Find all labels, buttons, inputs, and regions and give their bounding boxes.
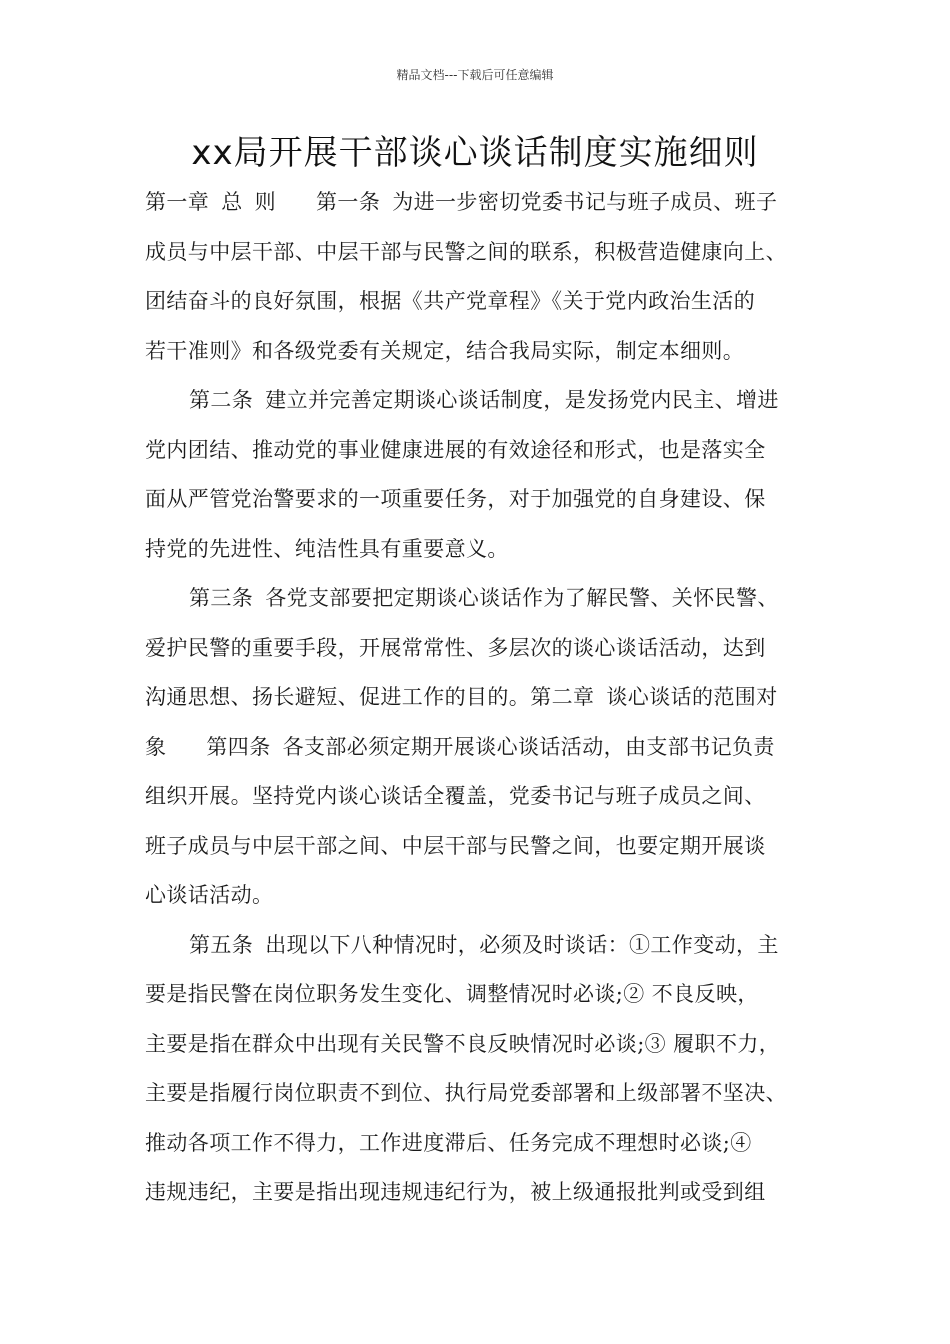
- chapter-heading-part: 总: [221, 190, 243, 214]
- document-title: xx局开展干部谈心谈话制度实施细则: [191, 133, 759, 173]
- text-line: 主要是指履行岗位职责不到位、执行局党委部署和上级部署不坚决、: [145, 1081, 787, 1105]
- chapter-heading-part: 则: [254, 190, 277, 214]
- chapter-heading-part: 象: [145, 734, 167, 759]
- chapter-heading: 第一章: [145, 190, 210, 214]
- article-label: 第一条: [316, 190, 381, 214]
- document-body: [145, 178, 825, 1218]
- text-line: 党内团结、推动党的事业健康进展的有效途径和形式，也是落实全: [145, 437, 766, 462]
- page-header: 精品文档---下载后可任意编辑: [396, 68, 554, 82]
- article-label: 第四条: [206, 734, 271, 759]
- text-line: 要是指民警在岗位职务发生变化、调整情况时必谈;② 不良反映，: [145, 982, 759, 1006]
- text-line: 若干准则》和各级党委有关规定，结合我局实际，制定本细则。: [145, 338, 745, 363]
- article-label: 第三条: [189, 586, 254, 610]
- text-line: 团结奋斗的良好氛围，根据《共产党章程》《关于党内政治生活的: [145, 289, 756, 313]
- text-line: [145, 376, 825, 426]
- text-line: [145, 723, 825, 773]
- text-line: 组织开展。坚持党内谈心谈话全覆盖，党委书记与班子成员之间、: [145, 784, 766, 808]
- text-line: 爱护民警的重要手段，开展常常性、多层次的谈心谈话活动，达到: [145, 635, 766, 660]
- article-label: 第二条: [189, 388, 254, 412]
- text-line: 班子成员与中层干部之间、中层干部与民警之间，也要定期开展谈: [145, 833, 766, 858]
- text-line: [145, 673, 825, 723]
- text-line: 主要是指在群众中出现有关民警不良反映情况时必谈;③ 履职不力，: [145, 1031, 781, 1056]
- article-label: 第五条: [189, 932, 254, 957]
- article-text: 为进一步密切党委书记与班子成员、班子: [392, 190, 778, 214]
- article-text: 各党支部要把定期谈心谈话作为了解民警、关怀民警、: [265, 586, 779, 610]
- text-line: [145, 178, 825, 228]
- text-line: 成员与中层干部、中层干部与民警之间的联系，积极营造健康向上、: [145, 239, 787, 264]
- article-text: 沟通思想、扬长避短、促进工作的目的。第二章: [145, 685, 595, 709]
- text-line: 心谈话活动。: [145, 883, 274, 907]
- text-line: 推动各项工作不得力，工作进度滞后、任务完成不理想时必谈;④: [145, 1130, 752, 1155]
- article-text: 建立并完善定期谈心谈话制度，是发扬党内民主、增进: [265, 388, 779, 412]
- article-text: 出现以下八种情况时，必须及时谈话：①工作变动，主: [265, 932, 779, 957]
- text-line: [145, 921, 825, 971]
- text-line: 违规违纪，主要是指出现违规违纪行为，被上级通报批判或受到组: [145, 1180, 766, 1204]
- chapter-heading: 谈心谈话的范围对: [606, 685, 778, 709]
- text-line: [145, 574, 825, 624]
- text-line: 面从严管党治警要求的一项重要任务，对于加强党的自身建设、保: [145, 487, 766, 511]
- text-line: 持党的先进性、纯洁性具有重要意义。: [145, 536, 509, 561]
- article-text: 各支部必须定期开展谈心谈话活动，由支部书记负责: [282, 734, 775, 759]
